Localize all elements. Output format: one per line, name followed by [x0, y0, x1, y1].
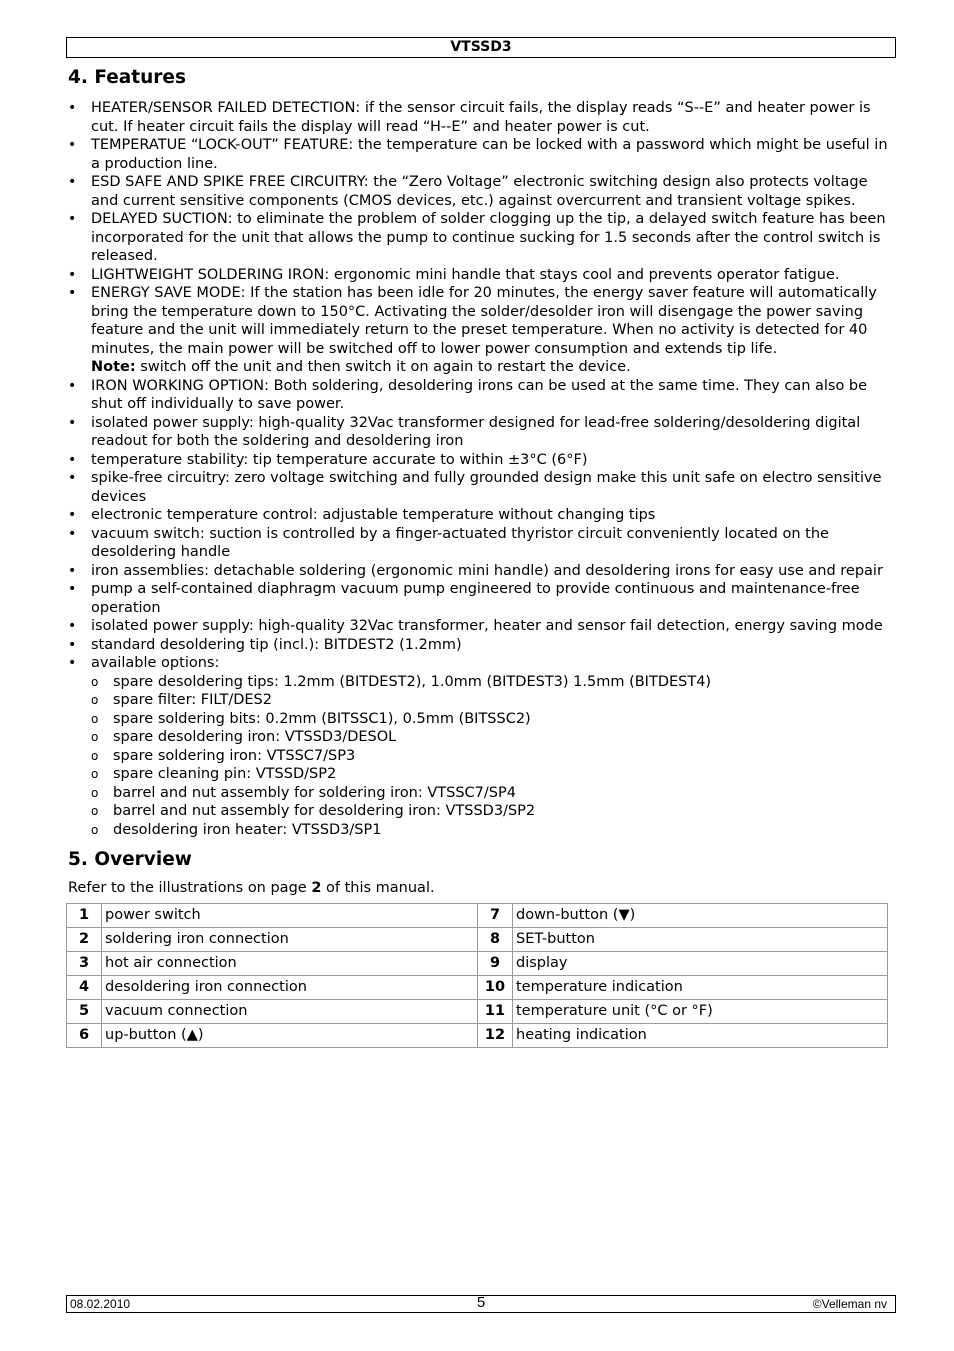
item-number: 5 [67, 999, 102, 1023]
feature-item: • isolated power supply: high-quality 32Vac transformer designed for lead-free soldering/desoldering digital readout for both the soldering and desoldering iron [68, 414, 890, 451]
feature-item: • vacuum switch: suction is controlled by a finger-actuated thyristor circuit conveniently located on the desoldering handle [68, 525, 890, 562]
item-number: 2 [67, 927, 102, 951]
overview-heading: 5. Overview [68, 849, 192, 870]
item-number: 1 [67, 903, 102, 927]
refer-before: Refer to the illustrations on page [68, 880, 312, 896]
item-label: heating indication [513, 1023, 888, 1047]
table-row [67, 1023, 888, 1047]
refer-page-number: 2 [311, 880, 322, 896]
table-row [67, 927, 888, 951]
item-label: down-button (▼) [513, 903, 888, 927]
refer-text [68, 879, 890, 898]
footer-date: 08.02.2010 [70, 1297, 131, 1311]
overview-table [66, 903, 888, 1048]
feature-item: • iron assemblies: detachable soldering (ergonomic mini handle) and desoldering irons for easy use and repair [68, 562, 890, 581]
option-item: o spare desoldering tips: 1.2mm (BITDEST2), 1.0mm (BITDEST3) 1.5mm (BITDEST4) [91, 673, 890, 692]
feature-item-text: available options: [91, 655, 220, 671]
note [91, 358, 890, 377]
note-label: Note: [91, 359, 136, 375]
item-number: 8 [478, 927, 513, 951]
item-number: 11 [478, 999, 513, 1023]
option-item: o barrel and nut assembly for desoldering iron: VTSSD3/SP2 [91, 802, 890, 821]
table-row [67, 999, 888, 1023]
item-label: display [513, 951, 888, 975]
item-number: 12 [478, 1023, 513, 1047]
item-label: vacuum connection [102, 999, 478, 1023]
options-list [91, 673, 890, 840]
item-number: 9 [478, 951, 513, 975]
option-item: o desoldering iron heater: VTSSD3/SP1 [91, 821, 890, 840]
feature-item: • DELAYED SUCTION: to eliminate the problem of solder clogging up the tip, a delayed switch feature has been incorporated for the unit that allows the pump to continue sucking for 1.5 seconds after the control switch is released. [68, 210, 890, 266]
feature-item: • electronic temperature control: adjustable temperature without changing tips [68, 506, 890, 525]
feature-item-energy-save [68, 284, 890, 377]
table-row [67, 975, 888, 999]
feature-item-text: ENERGY SAVE MODE: If the station has been idle for 20 minutes, the energy saver feature will automatically bring the temperature down to 150°C. Activating the solder/desolder iron will disengage the power saving feature and the unit will immediately return to the preset temperature. When no activity is detected for 40 minutes, the main power will be switched off to lower power consumption and extends tip life. [91, 285, 877, 357]
feature-item: • temperature stability: tip temperature accurate to within ±3°C (6°F) [68, 451, 890, 470]
note-text: switch off the unit and then switch it on again to restart the device. [135, 359, 631, 375]
item-label: power switch [102, 903, 478, 927]
feature-item: • pump a self-contained diaphragm vacuum pump engineered to provide continuous and maintenance-free operation [68, 580, 890, 617]
item-number: 7 [478, 903, 513, 927]
item-number: 4 [67, 975, 102, 999]
option-item: o spare soldering bits: 0.2mm (BITSSC1), 0.5mm (BITSSC2) [91, 710, 890, 729]
feature-item: • HEATER/SENSOR FAILED DETECTION: if the sensor circuit fails, the display reads “S--E” and heater power is cut. If heater circuit fails the display will read “H--E” and heater power is cut. [68, 99, 890, 136]
feature-item: • IRON WORKING OPTION: Both soldering, desoldering irons can be used at the same time. They can also be shut off individually to save power. [68, 377, 890, 414]
document-footer [66, 1295, 896, 1313]
table-row [67, 903, 888, 927]
document-header [66, 37, 896, 58]
item-number: 6 [67, 1023, 102, 1047]
feature-item: • spike-free circuitry: zero voltage switching and fully grounded design make this unit safe on electro sensitive devices [68, 469, 890, 506]
option-item: o spare cleaning pin: VTSSD/SP2 [91, 765, 890, 784]
item-label: SET-button [513, 927, 888, 951]
features-list [68, 99, 890, 839]
table-row [67, 951, 888, 975]
item-label: hot air connection [102, 951, 478, 975]
item-label: soldering iron connection [102, 927, 478, 951]
item-number: 10 [478, 975, 513, 999]
refer-after: of this manual. [321, 880, 435, 896]
feature-item: • isolated power supply: high-quality 32Vac transformer, heater and sensor fail detection, energy saving mode [68, 617, 890, 636]
document-title: VTSSD3 [450, 39, 512, 55]
option-item: o spare desoldering iron: VTSSD3/DESOL [91, 728, 890, 747]
option-item: o spare soldering iron: VTSSC7/SP3 [91, 747, 890, 766]
features-heading: 4. Features [68, 67, 186, 88]
feature-item-options [68, 654, 890, 839]
footer-copyright: ©Velleman nv [812, 1297, 887, 1311]
page-content [68, 66, 890, 1048]
item-label: temperature indication [513, 975, 888, 999]
item-label: up-button (▲) [102, 1023, 478, 1047]
item-label: desoldering iron connection [102, 975, 478, 999]
item-number: 3 [67, 951, 102, 975]
feature-item: • TEMPERATUE “LOCK-OUT” FEATURE: the temperature can be locked with a password which might be useful in a production line. [68, 136, 890, 173]
page-number: 5 [476, 1294, 486, 1311]
feature-item: • standard desoldering tip (incl.): BITDEST2 (1.2mm) [68, 636, 890, 655]
feature-item: • ESD SAFE AND SPIKE FREE CIRCUITRY: the “Zero Voltage” electronic switching design also protects voltage and current sensitive components (CMOS devices, etc.) against overcurrent and transient voltage spikes. [68, 173, 890, 210]
option-item: o barrel and nut assembly for soldering iron: VTSSC7/SP4 [91, 784, 890, 803]
item-label: temperature unit (°C or °F) [513, 999, 888, 1023]
feature-item: • LIGHTWEIGHT SOLDERING IRON: ergonomic mini handle that stays cool and prevents operator fatigue. [68, 266, 890, 285]
option-item: o spare filter: FILT/DES2 [91, 691, 890, 710]
